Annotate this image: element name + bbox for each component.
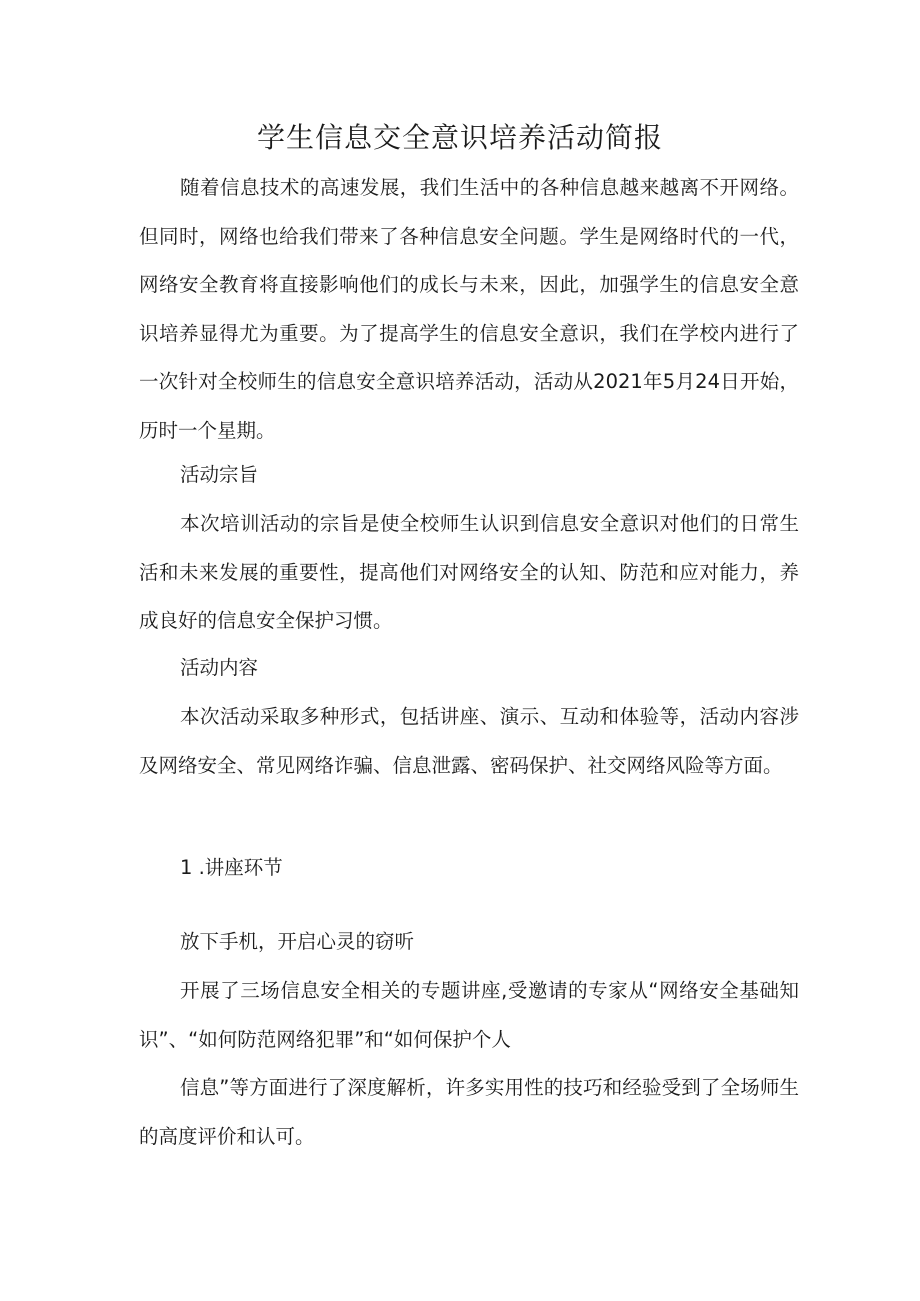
purpose-paragraph: 本次培训活动的宗旨是使全校师生认识到信息安全意识对他们的日常生活和未来发展的重要性，提高他们对网络安全的认知、防范和应对能力，养成良好的信息安全保护习惯。: [139, 512, 799, 632]
purpose-heading: 活动宗旨: [180, 463, 259, 486]
section1-paragraph-2: 信息”等方面进行了深度解析，许多实用性的技巧和经验受到了全场师生的高度评价和认可。: [139, 1076, 799, 1148]
section1-paragraph-1: 开展了三场信息安全相关的专题讲座,受邀请的专家从“网络安全基础知识”、“如何防范网络犯罪”和“如何保护个人: [139, 979, 799, 1051]
content-paragraph: 本次活动采取多种形式，包括讲座、演示、互动和体验等，活动内容涉及网络安全、常见网络诈骗、信息泄露、密码保护、社交网络风险等方面。: [139, 705, 799, 777]
document-title: 学生信息交全意识培养活动简报: [256, 121, 663, 154]
content-heading: 活动内容: [180, 656, 259, 679]
intro-paragraph: 随着信息技术的高速发展，我们生活中的各种信息越来越离不开网络。但同时，网络也给我们带来了各种信息安全问题。学生是网络时代的一代，网络安全教育将直接影响他们的成长与未来，因此，加强学生的信息安全意识培养显得尤为重要。为了提高学生的信息安全意识，我们在学校内进行了一次针对全校师生的信息安全意识培养活动，活动从2021年5月24日开始，历时一个星期。: [139, 176, 799, 442]
section1-subtitle: 放下手机，开启心灵的窃听: [180, 930, 415, 953]
section1-heading: 1 .讲座环节: [180, 856, 283, 879]
